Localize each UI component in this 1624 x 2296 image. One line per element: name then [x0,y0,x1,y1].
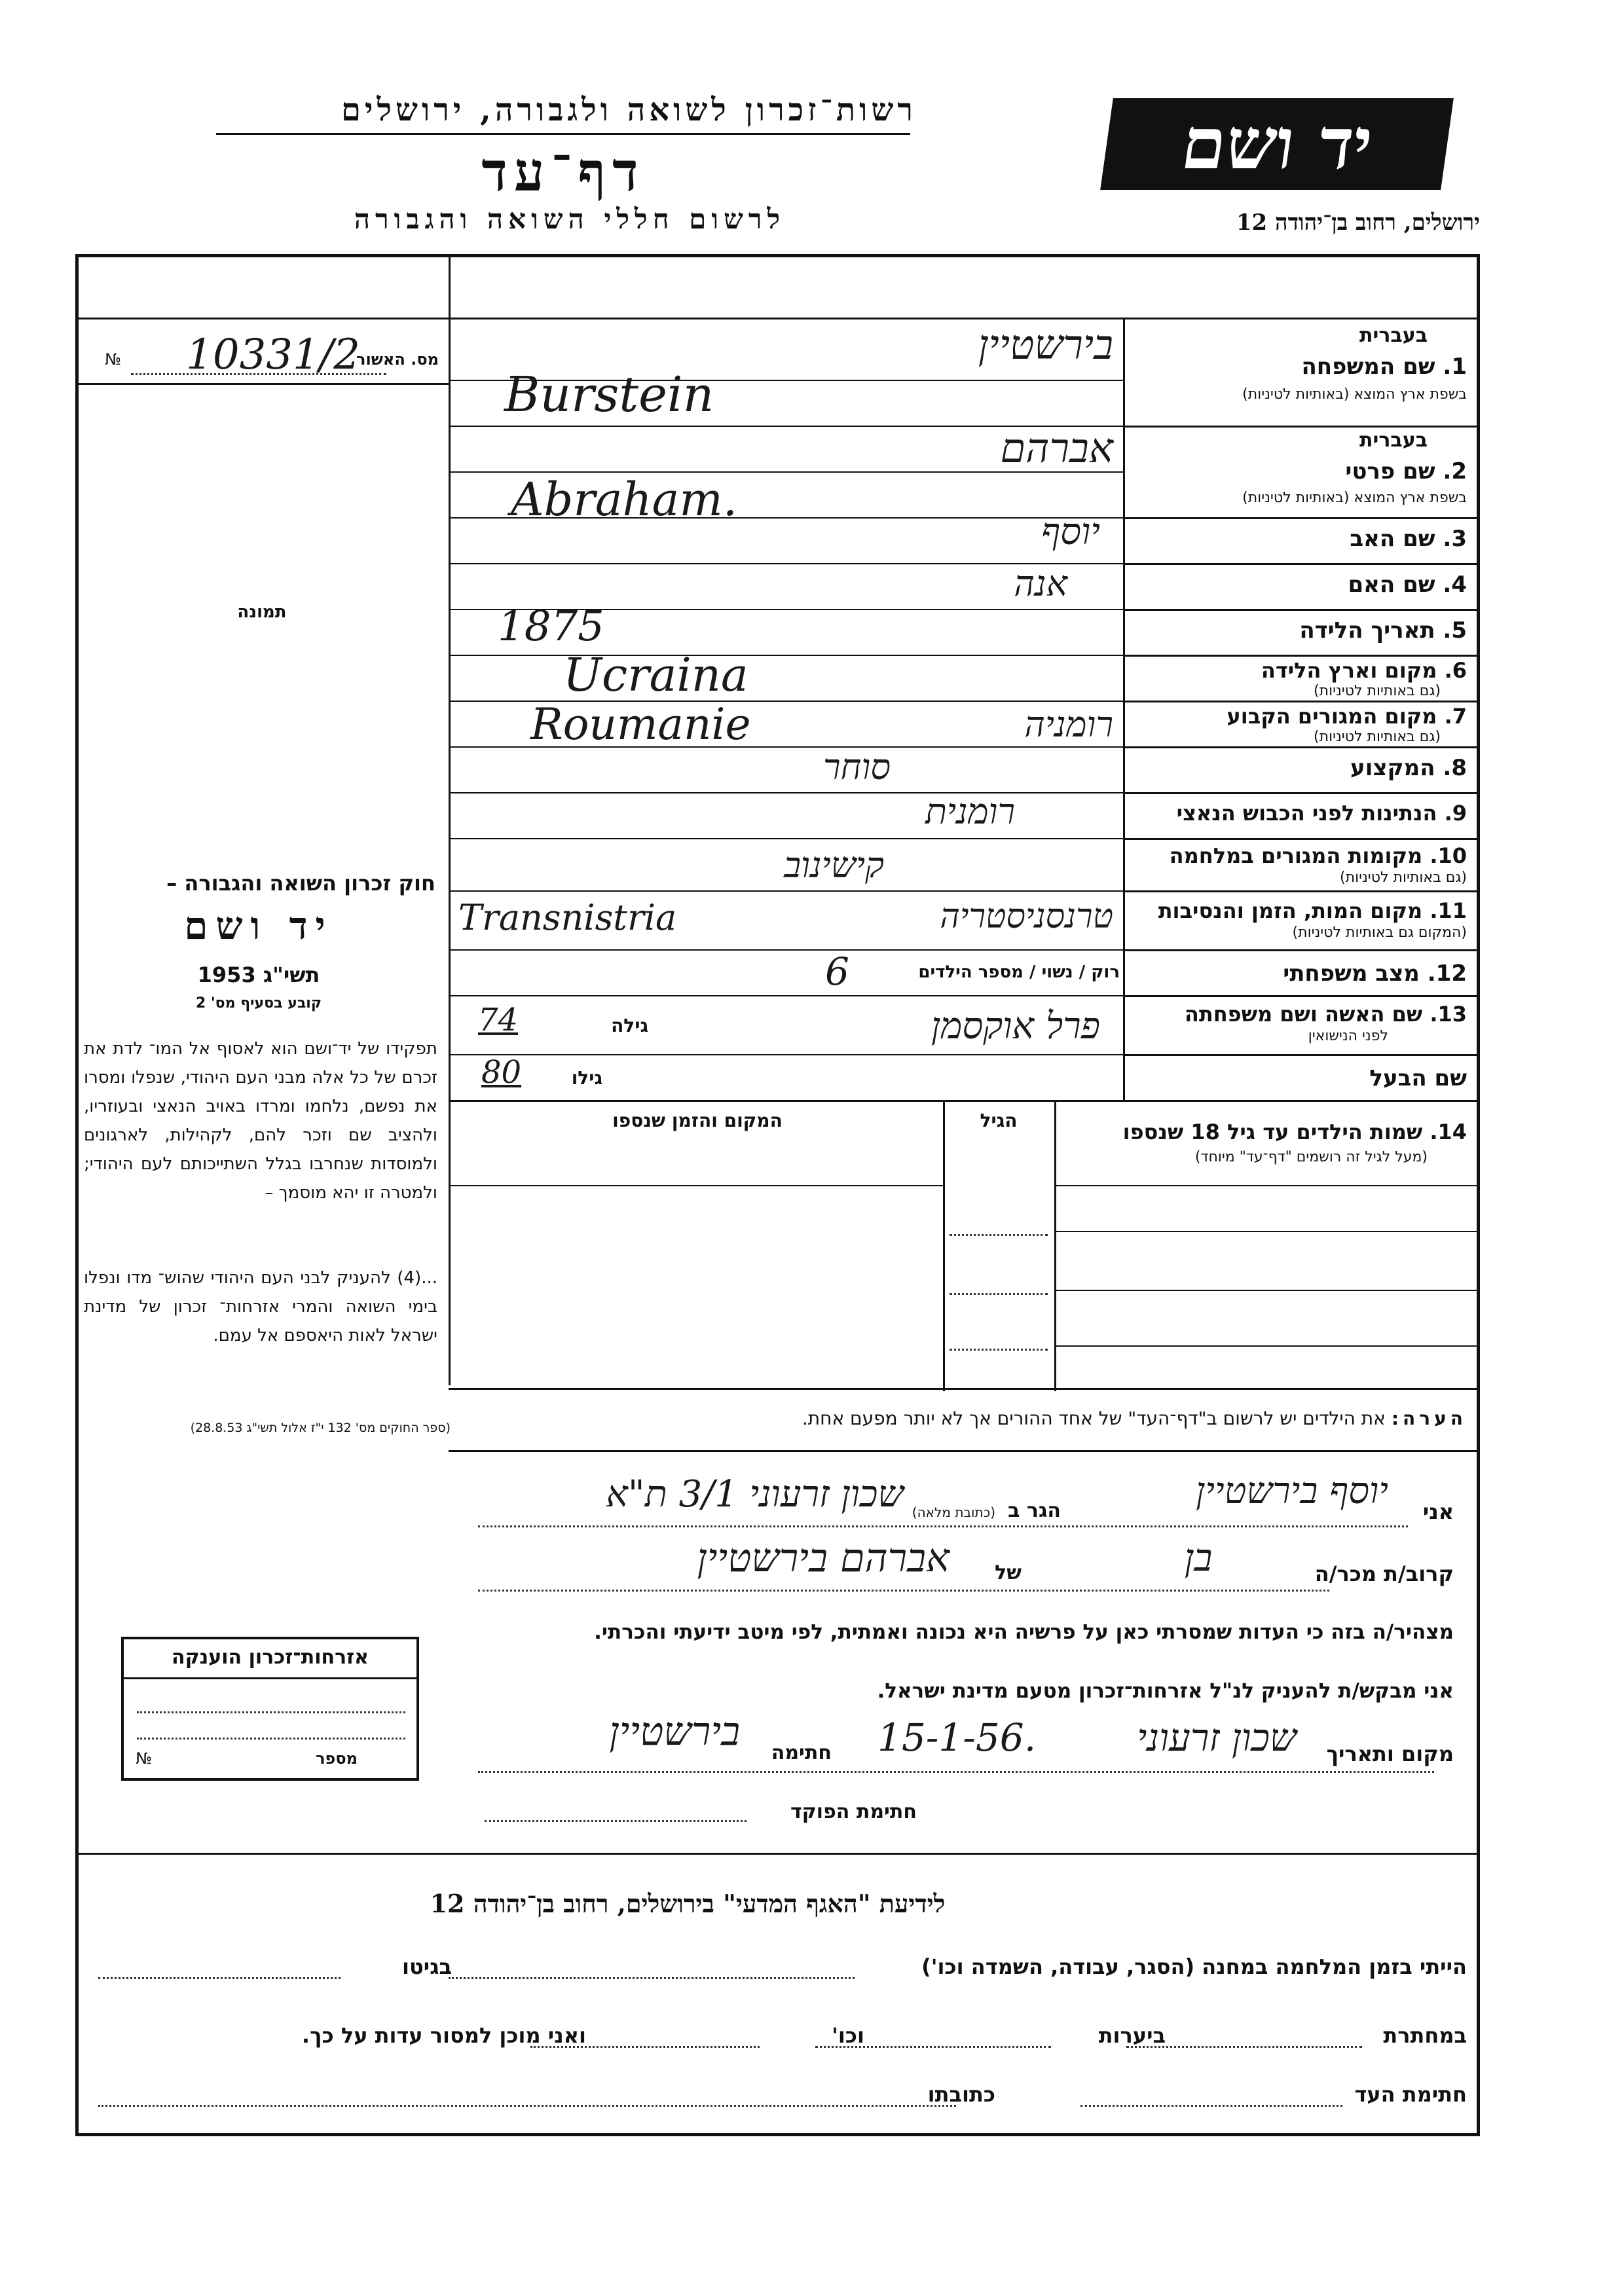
field-label: שם האם [1348,572,1435,598]
surname-latin-value: Burstein [504,367,714,423]
field-label: שם האב [1350,526,1435,552]
field-label: שם פרטי [1345,458,1435,484]
form-title: דף־עד [481,141,645,204]
wartime-residence-value: קישינוב [784,845,884,886]
children-col-divider [943,1100,945,1391]
value-line [449,655,1123,656]
children-title-text: שמות הילדים עד גיל 18 שנספו [1122,1120,1423,1144]
field-number: 6. [1444,658,1467,683]
note-label: הערה: [1391,1408,1467,1429]
row-line [1123,949,1480,951]
declarant-address-value: שכון זרעוני 3/1 ת"א [606,1473,904,1516]
field-wife-sub: לפני הנישואין [1308,1028,1388,1044]
children-sub: (מעל לגיל זה רושמים "דף־עד" מיוחד) [1194,1149,1428,1165]
logo-text: יד ושם [1176,103,1378,185]
field-father-label [1350,526,1467,552]
field-label: המקצוע [1350,755,1435,781]
law-title: חוק זכרון השואה והגבורה – [166,871,435,896]
address-hint: (כתובת מלאה) [912,1504,995,1520]
law-year: תשי"ג 1953 [197,962,320,987]
testimony-label: ואני מוכן למסור עדות על כך. [301,2023,586,2048]
field-label: מקום המגורים הקבוע [1227,704,1437,729]
approval-number-row [92,331,439,379]
row-line [1123,1054,1480,1056]
field-surname-sub: בשפת ארץ המוצא (באותיות לטיניות) [1242,386,1467,403]
field-number: 1. [1443,354,1467,380]
authority-name: רשות־זכרון לשואה ולגבורה, ירושלים [341,92,917,128]
declaration-i-label: אני [1422,1499,1454,1524]
birthplace-value: Ucraina [563,648,748,702]
value-line [449,890,1123,892]
marital-status-options: רוק / נשוי / מספר הילדים [918,962,1120,982]
firstname-latin-value: Abraham. [511,473,738,526]
mother-value: אנה [1014,563,1067,604]
value-line [449,792,1123,793]
of-label: של [995,1561,1022,1584]
field-wife-label [1185,1002,1467,1027]
etc-label: וכו' [832,2023,864,2048]
citizenship-title: אזרחות־זכרון הוענקה [171,1646,369,1669]
field-wartime-residence-label [1170,843,1467,868]
field-label: שם המשפחה [1301,354,1435,380]
left-panel-divider [449,254,451,1385]
children-col-divider [1054,1100,1056,1391]
citizenship-no-mark: № [136,1749,152,1768]
children-place-header: המקום והזמן שנספו [612,1110,783,1131]
field-mother-label [1348,572,1467,598]
field-label: מקומות המגורים במלחמה [1169,843,1423,868]
children-header-line [1054,1185,1480,1186]
field-marital-status-label [1283,960,1467,987]
field-death-place-label [1158,898,1467,923]
no-mark: № [105,350,121,369]
field-number: 9. [1444,801,1467,826]
witness-signature-label: חתימת העד [1354,2082,1467,2107]
field-surname-label [1301,354,1467,380]
note-row [458,1408,1467,1429]
husband-age-label: גילו [571,1067,602,1089]
header-address: ירושלים, רחוב בן־יהודה 12 [1236,210,1480,236]
field-number: 3. [1443,526,1467,552]
field-label: תאריך הלידה [1299,617,1435,644]
camp-label: הייתי בזמן המלחמה במחנה (הסגר, עבודה, השמדה וכו') [921,1954,1467,1979]
witness-address-label: כתובתו [927,2082,995,2107]
label-divider [1123,318,1125,1100]
declaration-line [478,1525,1408,1527]
place-value: שכון זרעוני [1137,1715,1297,1760]
wife-name-value: פרל אוקסמן [931,1005,1100,1048]
row-line [1123,890,1480,892]
field-number: 12. [1427,960,1467,987]
children-title [1123,1120,1467,1144]
children-row-line [1054,1231,1480,1232]
husband-age-value: 80 [481,1054,522,1091]
row-line [1123,701,1480,702]
field-birthdate-label [1299,617,1467,644]
field-label: מקום המות, הזמן והנסיבות [1158,898,1423,923]
field-label: מקום וארץ הלידה [1261,658,1437,683]
law-name: יד ושם [184,903,333,948]
wife-age-label: גילה [611,1015,648,1036]
value-line [449,995,1123,996]
place-date-label: מקום ותאריך [1326,1741,1454,1766]
footer-dots [1080,2105,1342,2107]
date-value: 15-1-56. [877,1715,1037,1760]
residence-latin-value: Roumanie [530,699,751,750]
field-residence-label [1227,704,1467,729]
citizenship-dots [137,1738,405,1740]
field-death-place-sub: (המקום גם באותיות לטיניות) [1292,924,1467,941]
children-row-line [1054,1345,1480,1347]
row-line [1123,609,1480,611]
law-text-1: תפקידו של יד־ושם הוא לאסוף אל המו־ לדת את זכרם של כל אלה מבני העם היהודי, שנפלו ומסרו את נפשם, נלחמו ומרדו באויב הנאצי ובעוזריו, ולהציב שם וזכר להם, לקהילות, לארגונים ולמוסדות שנחרבו בגלל השתייכותם לעם היהודי; ולמטרה זו יהא מוסמך – [84,1039,437,1203]
ghetto-label: בגיטו [402,1954,452,1979]
value-line [449,838,1123,839]
approval-value: 10331/2 [186,331,360,379]
field-profession-label [1350,755,1467,781]
top-band-line [75,318,1480,319]
field-firstname-he-tag: בעברית [1359,429,1428,452]
children-row-dots [950,1349,1048,1351]
field-number: 7. [1444,704,1467,729]
footer-dots [98,1977,341,1979]
field-surname-he-tag: בעברית [1359,324,1428,347]
row-line [1123,792,1480,794]
underground-label: במחתרת [1383,2023,1467,2048]
footer-dots [98,2105,956,2107]
value-line [449,1054,1123,1055]
field-number: 11. [1430,898,1467,923]
father-value: יוסף [1041,511,1100,553]
declaration-request: אני מבקש/ת להעניק לנ"ל אזרחות־זכרון מטעם מדינת ישראל. [877,1679,1454,1703]
approval-underline [75,383,449,385]
row-line [1123,517,1480,519]
wife-age-value: 74 [478,1002,519,1038]
row-line [1123,995,1480,997]
field-label: שם האשה ושם משפחתה [1184,1002,1423,1027]
officer-signature-line [485,1820,747,1822]
children-row-dots [950,1234,1048,1236]
profession-value: סוחר [822,746,891,788]
field-nationality-label [1177,801,1467,826]
resides-label: הגר ב [1008,1499,1061,1522]
officer-signature-label: חתימת הפוקד [790,1800,917,1823]
field-label: מצב משפחתי [1283,960,1420,987]
birthdate-value: 1875 [498,602,604,651]
field-label: הנתינות לפני הכבוש הנאצי [1176,801,1437,826]
field-wartime-residence-sub: (גם באותיות לטיניות) [1340,869,1467,886]
footer-dots [1126,2046,1362,2048]
children-row-dots [950,1293,1048,1295]
footer-dots [449,1977,855,1979]
relation-value: בן [1184,1535,1213,1580]
note-top-line [449,1388,1480,1390]
value-line [449,949,1123,951]
field-birthplace-label [1261,658,1467,683]
field-firstname-sub: בשפת ארץ המוצא (באותיות לטיניות) [1242,490,1467,506]
row-line [1123,838,1480,840]
field-number: 13. [1430,1002,1467,1027]
field-number: 14. [1430,1120,1467,1144]
authority-underline [216,133,910,135]
field-residence-sub: (גם באותיות לטיניות) [1314,729,1441,745]
death-place-latin-value: Transnistria [458,897,677,938]
surname-hebrew-value: בירשטיין [978,321,1113,369]
approval-label: מס. האשור [356,350,439,369]
field-firstname-label [1345,458,1467,484]
yad-vashem-logo [1100,98,1454,190]
declaration-statement: מצהיר/ה בזה כי העדות שמסרתי כאן על פרשיה היא נכונה ואמתית, לפי מיטב ידיעתי והכרתי. [594,1620,1454,1644]
field-number: 5. [1443,617,1467,644]
firstname-hebrew-value: אברהם [1000,424,1113,472]
note-bottom-line [449,1450,1480,1452]
children-age-header: הגיל [980,1110,1018,1131]
signature-label: חתימה [771,1741,832,1764]
row-line [449,1100,1480,1102]
signature-value: בירשטיין [609,1709,740,1755]
field-number: 4. [1443,572,1467,598]
form-subtitle: לרשום חללי השואה והגבורה [354,203,786,235]
children-count-value: 6 [825,949,849,994]
citizenship-box [121,1637,419,1781]
relation-label: קרוב/ת מכר/ה [1314,1561,1454,1586]
citizenship-dots [137,1711,405,1713]
declarant-name-value: יוסף בירשטיין [1196,1470,1388,1512]
law-text-2: ...(4) להעניק לבני העם היהודי שהוש־ מדו ונפלו בימי השואה והמרי אזרחות־ זכרון של מדינת ישראל לאות היאספם אל עמם. [84,1268,437,1345]
field-birthplace-sub: (גם באותיות לטיניות) [1314,683,1441,699]
footer-dots [530,2046,760,2048]
row-line [1123,655,1480,657]
footer-top-line [75,1853,1480,1855]
forests-label: ביערות [1098,2023,1166,2048]
deceased-name-value: אברהם בירשטיין [697,1535,950,1581]
field-number: 10. [1430,843,1467,868]
field-number: 2. [1443,458,1467,484]
citizenship-number-label: מספר [316,1749,358,1768]
footer-dots [815,2046,1051,2048]
row-line [1123,426,1480,428]
row-line [1123,746,1480,748]
field-number: 8. [1443,755,1467,781]
note-text: את הילדים יש לרשום ב"דף־העד" של אחד ההורים אך לא יותר מפעם אחת. [802,1408,1386,1429]
approval-dots [131,373,386,375]
declaration-line [478,1771,1434,1773]
law-clause: קובע בסעיף מס' 2 [195,995,322,1011]
death-place-hebrew-value: טרנסניסטריה [940,897,1113,936]
photo-label: תמונה [237,602,287,622]
law-reference: (ספר החוקים מס' 132 י"ז אלול תשי"ג 28.8.53) [190,1421,451,1435]
residence-hebrew-value: רומניה [1024,704,1113,745]
declaration-line [478,1590,1329,1592]
footer-title: לידיעת "האגף המדעי" בירושלים, רחוב בן־יהודה 12 [430,1889,946,1918]
children-row-line [1054,1290,1480,1291]
nationality-value: רומנית [925,791,1015,832]
field-husband-label: שם הבעל [1369,1065,1467,1091]
row-line [1123,563,1480,565]
children-header-line [449,1185,943,1186]
